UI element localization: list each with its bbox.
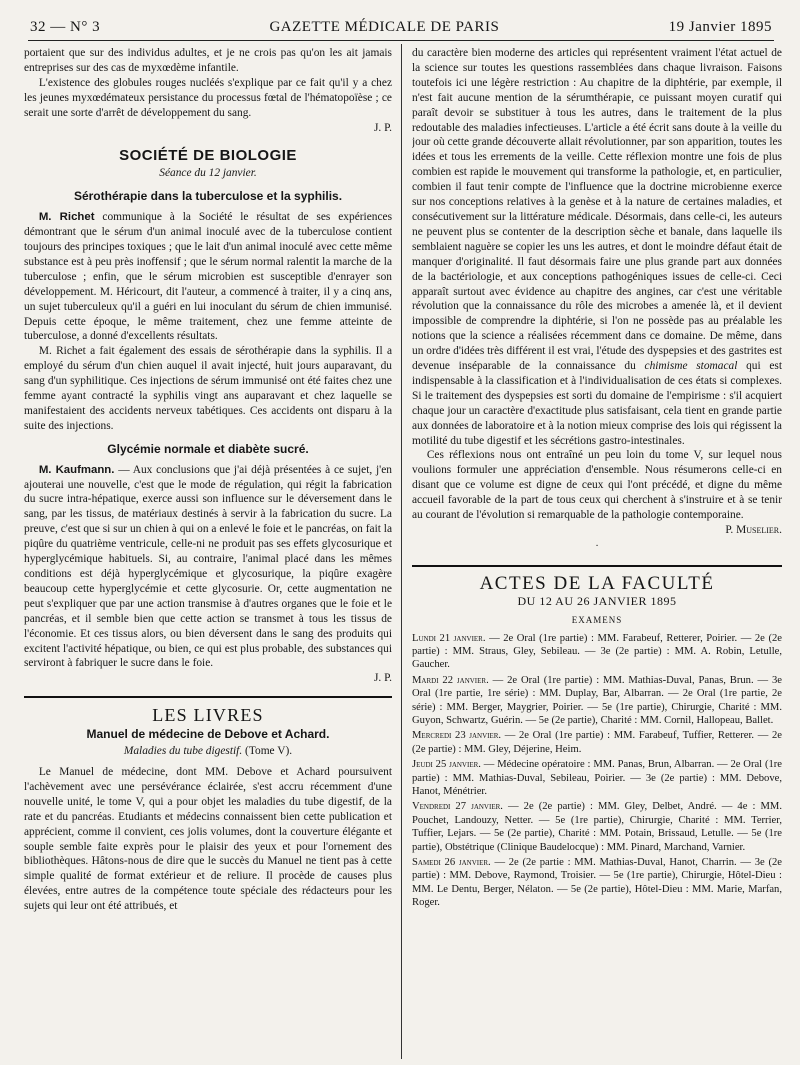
kaufmann-paragraph (24, 463, 392, 672)
exam-text: — 2e Oral (1re partie) : MM. Farabeuf, Retterer, Poirier. — 2e (2e partie) : MM. Straus, Gley, Sebileau. — 3e (2e partie) : MM. A. Robin, Letulle, Gaucher. (412, 632, 782, 671)
review-paragraph-1 (412, 46, 782, 448)
exam-entry (412, 856, 782, 910)
manuel-subtitle (24, 744, 392, 759)
issue-date: 19 Janvier 1895 (668, 19, 772, 35)
richet-paragraph-1 (24, 210, 392, 344)
actes-rule (412, 565, 782, 567)
exam-text: — 2e (2e partie) : MM. Gley, Delbet, André. — 4e : MM. Pouchet, Landouzy, Netter. — 5e (1re partie), Chirurgie, Charité : MM. Terrier, Tuffier, Lejars. — 5e (2e partie), Charité : MM. Potain, Brissaud, Letulle. — 5e (1re partie), Obstétrique (Clinique Baudelocque) : MM. Pinard, Marchand, Varnier. (412, 801, 782, 853)
intro-paragraph-2: L'existence des globules rouges nucléés s'explique par ce fait qu'il y a chez les jeunes myxœdémateux persistance du processus fœtal de l'hématopoïèse ; ce serait une sorte d'arrêt de développement du sang. (24, 76, 392, 119)
richet-paragraph-2: M. Richet a fait également des essais de sérothérapie dans la syphilis. Il a employé du sérum d'un chien auquel il avait injecté, huit jours auparavant, du sang d'un syphilitique. Ces injections de sérum immunisé ont été faites chez une femme ayant contracté la syphilis vingt ans auparavant et chez laquelle se manifestaient des accidents nerveux tabétiques. Ces accidents ont disparu à la suite des injections. (24, 345, 392, 432)
exam-day: Jeudi 25 janvier. (412, 759, 481, 771)
actes-title: ACTES DE LA FACULTÉ (479, 572, 715, 594)
section-rule (24, 696, 392, 698)
exam-entry (412, 674, 782, 728)
exam-day: Mardi 22 janvier. (412, 674, 489, 686)
column-divider (401, 44, 402, 1059)
actes-examens: EXAMENS (571, 614, 623, 625)
exam-text: — Médecine opératoire : MM. Panas, Brun, Albarran. — 2e Oral (1re partie) : MM. Mathias-Duval, Sebileau, Poirier. — 3e (2e partie) : MM. Debove, Hanot, Ménétrier. (412, 759, 782, 797)
review-text-1: du caractère bien moderne des articles qui représentent vraiment l'état actuel de la science sur toutes les questions rassemblées dans chaque livraison. Faisons toutefois ici une légère restriction : Au chapitre de la diphtérie, par exemple, il n'est fait aucune mention de la sérumthérapie, ce puissant moyen curatif qui paraît devoir se substituer à tous les autres, dans le traitement de la plus redoutable des maladies infectieuses. L'article a été écrit sans doute à la veille du jour où cette grande découverte allait révolutionner, par son apparition, toutes les idées et tous les errements de la veille. Cette réflexion montre une fois de plus combien est rapide le mouvement qui transforme la pathologie, et, en particulier, combien il faut tenir compte de l'influence que la doctrine microbienne exerce sur nos conceptions relatives à la genèse et à la nature de certaines maladies, et consécutivement sur la littérature médicale. Désormais, dans celle-ci, les auteurs ne peuvent plus se contenter de la description sèche et banale, dans laquelle ils semblaient naguère se copier les uns les autres, et dont le moindre défaut était de manquer d'originalité. Il faut désormais faire une plus grande part aux données de la bactériologie, et aux conceptions pathogéniques issues de celle-ci. Ceci apparaît surtout avec évidence au chapitre des angines, car c'est une véritable révolution que la connaissance du rôle des microbes a amenée là, et il devient impossible de comprendre la diphtérie, si l'on ne possède pas au préalable les notions que la science a réalisées récemment dans ce domaine. De même, dans un ordre d'idées très différent il est vrai, l'étude des dyspepsies et des gastrites est devenue inséparable de la connaissance du (412, 47, 782, 373)
richet-name: M. Richet (38, 211, 95, 224)
review-paragraph-2: Ces réflexions nous ont entraîné un peu loin du tome V, sur lequel nous voulions formuler une appréciation d'ensemble. Nous résumerons celle-ci en disant que ce volume est digne de ceux qui l'ont précédé, et digne du même accueil favorable de la part de tous ceux qui cherchent à s'instruire et à se tenir au courant de l'évolution si remarquable de la pathologie contemporaine. (412, 449, 782, 522)
exam-text: — 2e Oral (1re partie) : MM. Farabeuf, Tuffier, Retterer. — 2e (2e partie) : MM. Gley, Déjerine, Heim. (412, 730, 782, 755)
exam-day: Mercredi 23 janvier. (412, 730, 502, 742)
separator-dot: · (595, 540, 599, 552)
review-signature: P. Muselier. (725, 524, 782, 536)
glycemie-title: Glycémie normale et diabète sucré. (107, 441, 309, 456)
kaufmann-text: — Aux conclusions que j'ai déjà présentées à ce sujet, j'en ajouterai une nouvelle, c'est que le mode de régulation, qui régit la fabrication du sucre intra-hépatique, exerce aussi son influence sur le déversement dans le sang, par les tissus, de matériaux destinés à servir à la fabrication du sucre. La preuve, c'est que si sur un chien à qui on a enlevé le foie et le pancréas, on fait la piqûre du quatrième ventricule, celle-ni ne produit pas ses effets glycosurique et hyperglycémique habituels. Si, au contraire, l'animal placé dans les mêmes conditions est déjà hyperglycémique et glycosurique, la piqûre exagère beaucoup cette hyperglycémie et cette glycosurie. Or, cette augmentation ne peut s'expliquer que par une action transmise à d'autres organes que le foie et le pancréas, et il semble bien que cette action se transmet à tous les tissus de l'économie. Et ces tissus alors, ou bien déversent dans le sang des produits qui excitent l'activité hépatique, ou bien, ce qui est plus probable, des substances qui serviront à fabriquer le sucre dans le foie. (24, 463, 392, 670)
exam-day: Vendredi 27 janvier. (412, 801, 503, 813)
richet-text-1: communique à la Société le résultat de ses expériences démontrant que le sérum d'un animal inoculé avec de la tuberculose contient toujours des principes toxiques ; que le lait d'un animal inoculé avec cette même substance est à peu près inoffensif ; que le sérum normal ralentit la marche de la tuberculose ; enfin, que le sérum microbien est susceptible d'enrayer son développement. M. Héricourt, dit l'auteur, a commencé à traiter, il y a cinq ans, un sujet tuberculeux qu'il a guéri en lui inoculant du sérum de chien immunisé. Depuis cette époque, le même traitement, chez une femme atteinte de tuberculose, a donné d'excellents résultats. (24, 211, 392, 343)
left-column (24, 46, 392, 1061)
exam-text: — 2e Oral (1re partie) : MM. Mathias-Duval, Panas, Brun. — 3e Oral (1re partie, 1re série) : MM. Duplay, Bar, Albarran. — 2e Oral (1re partie, 2e série) : MM. Berger, Maygrier, Poirier. — 5e (1re partie), Chirurgie, Charité : MM. Guyon, Schwartz, Guérin. — 5e (2e partie), Charité : MM. Cornil, Hallopeau, Ballet. (412, 674, 782, 726)
right-column (412, 46, 782, 1061)
exam-entry (412, 758, 782, 798)
journal-title: GAZETTE MÉDICALE DE PARIS (269, 19, 500, 35)
header-rule (28, 40, 774, 41)
societe-date: Séance du 12 janvier. (159, 167, 257, 180)
livres-title: LES LIVRES (152, 705, 264, 726)
page-header (30, 12, 772, 36)
manuel-sub-italic: Maladies du tube digestif. (123, 745, 243, 758)
exam-entry (412, 800, 782, 854)
exam-entry (412, 729, 782, 756)
exam-entry (412, 632, 782, 672)
kaufmann-signature: J. P. (373, 672, 392, 685)
actes-dates: DU 12 AU 26 JANVIER 1895 (517, 593, 677, 608)
societe-title: SOCIÉTÉ DE BIOLOGIE (119, 147, 297, 165)
livres-paragraph: Le Manuel de médecine, dont MM. Debove et Achard poursuivent l'achèvement avec une persévérance éclairée, s'est accru récemment d'une nouvelle unité, le tome V, qui a pour objet les maladies du tube digestif, de la rate et du pancréas. Etudiants et médecins connaissent bien cette publication et apprécient, comme il convient, ces jolis volumes, dont la couverture élégante et souple semble faite exprès pour le plaisir des yeux et pour l'ornement des bibliothèques. Hâtons-nous de dire que le succès du Manuel ne tient pas à cette simple qualité de format extérieur et de reliure. Il procède de causes plus élevées, entre autres de la compétence toute spéciale des rédacteurs pour les sujets qui leur ont été attribués, et (24, 765, 392, 913)
serotherapie-title: Sérothérapie dans la tuberculose et la syphilis. (73, 189, 343, 204)
intro-signature: J. P. (373, 121, 392, 134)
intro-paragraph-1: portaient que sur des individus adultes, et je ne crois pas qu'on les ait jamais entreprises sur des cas de myxœdème infantile. (24, 47, 392, 74)
exam-text: — 2e (2e partie : MM. Mathias-Duval, Hanot, Charrin. — 3e (2e partie) : MM. Debove, Raymond, Troisier. — 5e (1re partie), Chirurgie, Hôtel-Dieu : MM. Le Dentu, Berger, Nélaton. — 5e (2e partie), Hôtel-Dieu : MM. Marie, Marfan, Roger. (412, 857, 782, 909)
manuel-title: Manuel de médecine de Debove et Achard. (86, 727, 330, 742)
page-number: 32 — N° 3 (30, 19, 101, 35)
review-text-1-end: qui est indispensable à la classification et à l'individualisation de ces états si complexes. Si le traitement des dyspepsies est sorti du domaine de l'empirisme : s'il acquiert chaque jour un caractère d'exactitude plus satisfaisant, cela tient en grande partie aux données de laboratoire et à la notion mieux comprise des lois qui régissent la motilité du tube digestif et les sécrétions gastro-intestinales. (412, 360, 782, 447)
kaufmann-name: M. Kaufmann. (38, 463, 115, 476)
review-italic: chimisme stomacal (644, 360, 738, 373)
manuel-tome: (Tome V). (245, 745, 293, 758)
exam-day: Lundi 21 janvier. (412, 632, 486, 644)
exam-day: Samedi 26 janvier. (412, 857, 491, 869)
